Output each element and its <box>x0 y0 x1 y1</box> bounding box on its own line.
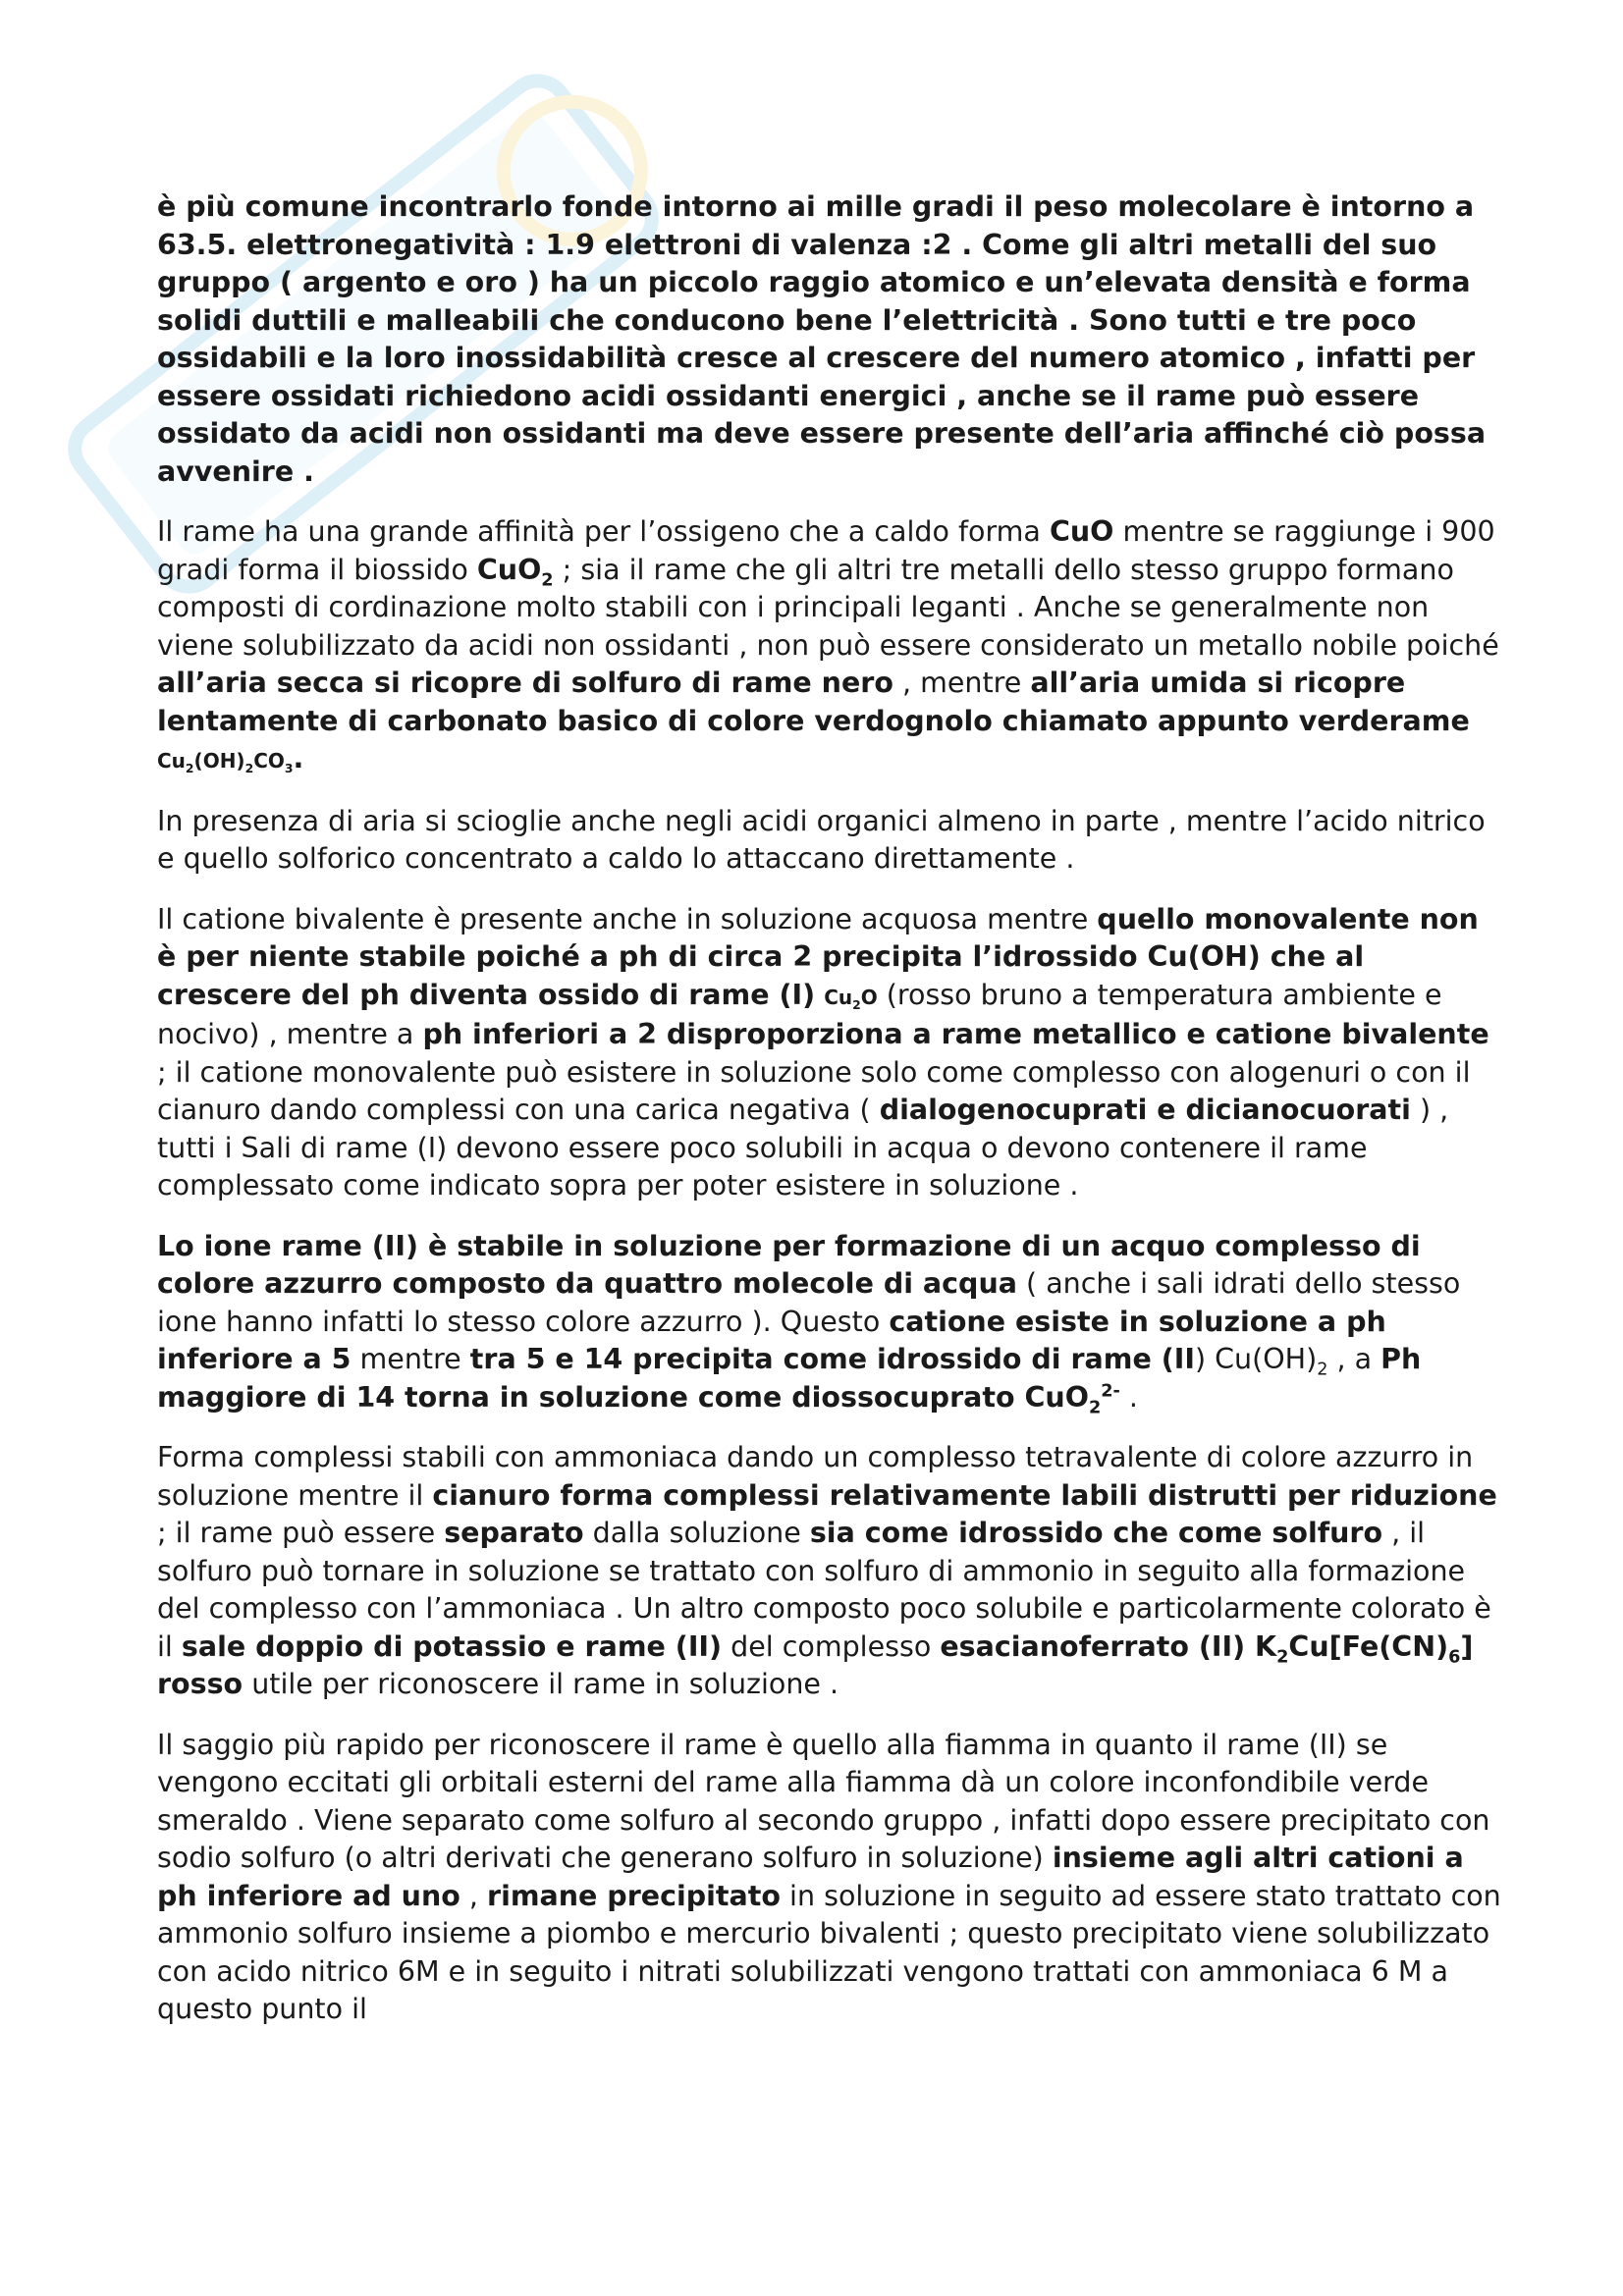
text-run: . <box>293 742 304 774</box>
bold-run: sia come idrossido che come solfuro <box>809 1517 1383 1549</box>
paragraph-1-text: è più comune incontrarlo fonde intorno ai mille gradi il peso molecolare è intorno a 63.5. elettronegatività : 1.9 elettroni di valenza :2 . Come gli altri metalli del suo gruppo ( argento e oro ) ha un piccolo raggio atomico e un’elevata densità e forma solidi duttili e malleabili che conducono bene l’elettricità . Sono tutti e tre poco ossidabili e la loro inossidabilità cresce al crescere del numero atomico , infatti per essere ossidati richiedono acidi ossidanti energici , anche se il rame può essere ossidato da acidi non ossidanti ma deve essere presente dell’aria affinché ciò possa avvenire . <box>157 190 1487 488</box>
text-run: Il saggio più rapido per riconoscere il rame è quello alla fiamma in quanto il rame (II) se vengono eccitati gli orbitali esterni del rame alla fiamma dà un colore inconfondibile verde smeraldo . Viene separato come solfuro al secondo gruppo , infatti dopo essere precipitato con sodio solfuro (o altri derivati che generano solfuro in soluzione) <box>157 1728 1490 1874</box>
bold-run: Lo ione rame (II) è stabile in soluzione per formazione di un acquo complesso di colore azzurro composto da quattro molecole di acqua <box>157 1229 1421 1300</box>
text-run: Il catione bivalente è presente anche in soluzione acquosa mentre <box>157 902 1098 935</box>
paragraph-2 <box>157 513 1502 780</box>
formula-cu2o: $Cu_2O$ <box>824 985 878 1012</box>
formula-cuo: CuO <box>1049 515 1114 548</box>
text-run: , <box>460 1879 488 1912</box>
paragraph-4 <box>157 901 1502 1205</box>
formula-esacianoferrato: esacianoferrato (II) $K_2Cu[Fe(CN)_6]$ rosso <box>157 1629 1474 1700</box>
paragraph-6 <box>157 1439 1502 1704</box>
formula-cuo2-2minus: Ph maggiore di 14 torna in soluzione come diossocuprato CuO$_2^{2-}$ <box>157 1343 1422 1418</box>
document-body <box>157 188 1502 2052</box>
bold-run: catione esiste in soluzione a ph inferiore a 5 <box>157 1305 1386 1375</box>
bold-run: quello monovalente non è per niente stabile poiché a ph di circa 2 precipita l’idrossido Cu(OH) che al crescere del ph diventa ossido di rame (I) <box>157 902 1479 1011</box>
bold-run: cianuro forma complessi relativamente labili distrutti per riduzione <box>432 1478 1497 1512</box>
text-run: mentre se raggiunge i 900 gradi forma il biossido <box>157 515 1495 586</box>
paragraph-1 <box>157 188 1502 491</box>
text-run: mentre <box>351 1343 470 1375</box>
text-run: dalla soluzione <box>583 1517 810 1549</box>
bold-run: separato <box>444 1517 584 1549</box>
bold-run: all’aria umida si ricopre lentamente di carbonato basico di colore verdognolo chiamato appunto verderame <box>157 667 1470 737</box>
text-run: , a <box>1327 1343 1381 1375</box>
text-run: , mentre <box>893 667 1031 699</box>
text-run: Forma complessi stabili con ammoniaca dando un complesso tetravalente di colore azzurro in soluzione mentre il <box>157 1441 1474 1512</box>
text-run: ) , tutti i Sali di rame (I) devono essere poco solubili in acqua o devono contenere il rame complessato come indicato sopra per poter esistere in soluzione . <box>157 1094 1449 1201</box>
paragraph-3 <box>157 803 1502 879</box>
formula-verderame: $Cu_2(OH)_2CO_3$ <box>157 749 294 775</box>
text-run: del complesso <box>722 1629 941 1663</box>
text-run: utile per riconoscere il rame in soluzione . <box>243 1668 839 1700</box>
paragraph-7 <box>157 1727 1502 2029</box>
text-run: ; il rame può essere <box>157 1517 445 1549</box>
paragraph-5 <box>157 1228 1502 1417</box>
text-run: , il solfuro può tornare in soluzione se trattato con solfuro di ammonio in seguito alla formazione del complesso con l’ammoniaca . Un altro composto poco solubile e particolarmente colorato è il <box>157 1517 1491 1663</box>
bold-run: rimane precipitato <box>487 1879 781 1912</box>
paragraph-3-text: In presenza di aria si scioglie anche negli acidi organici almeno in parte , mentre l’acido nitrico e quello solforico concentrato a caldo lo attaccano direttamente . <box>157 804 1486 875</box>
text-run: ; il catione monovalente può esistere in soluzione solo come complesso con alogenuri o con il cianuro dando complessi con una carica negativa ( <box>157 1055 1471 1126</box>
text-run: ( anche i sali idrati dello stesso ione hanno infatti lo stesso colore azzurro ). Questo <box>157 1267 1461 1338</box>
bold-run: tra 5 e 14 precipita come idrossido di rame (II <box>469 1343 1195 1375</box>
bold-run: dialogenocuprati e dicianocuorati <box>879 1094 1411 1126</box>
text-run: (rosso bruno a temperatura ambiente e nocivo) , mentre a <box>157 978 1442 1050</box>
bold-run: all’aria secca si ricopre di solfuro di rame nero <box>157 667 893 699</box>
text-run: ; sia il rame che gli altri tre metalli dello stesso gruppo formano composti di cordinazione molto stabili con i principali leganti . Anche se generalmente non viene solubilizzato da acidi non ossidanti , non può essere considerato un metallo nobile poiché <box>157 553 1499 662</box>
text-run: Il rame ha una grande affinità per l’ossigeno che a caldo forma <box>157 515 1050 548</box>
bold-run: sale doppio di potassio e rame (II) <box>181 1629 723 1663</box>
text-run: . <box>1119 1380 1138 1414</box>
text-run: in soluzione in seguito ad essere stato trattato con ammonio solfuro insieme a piombo e mercurio bivalenti ; questo precipitato viene solubilizzato con acido nitrico 6M e in seguito i nitrati solubilizzati vengono trattati con ammoniaca 6 M a questo punto il <box>157 1879 1501 2025</box>
bold-run: insieme agli altri cationi a ph inferiore ad uno <box>157 1842 1464 1912</box>
bold-run: ph inferiori a 2 disproporziona a rame metallico e catione bivalente <box>422 1018 1489 1050</box>
formula-cuoh2: ) $Cu(OH)_2$ <box>1194 1343 1328 1380</box>
formula-cuo2: CuO$_2$ <box>476 553 554 591</box>
